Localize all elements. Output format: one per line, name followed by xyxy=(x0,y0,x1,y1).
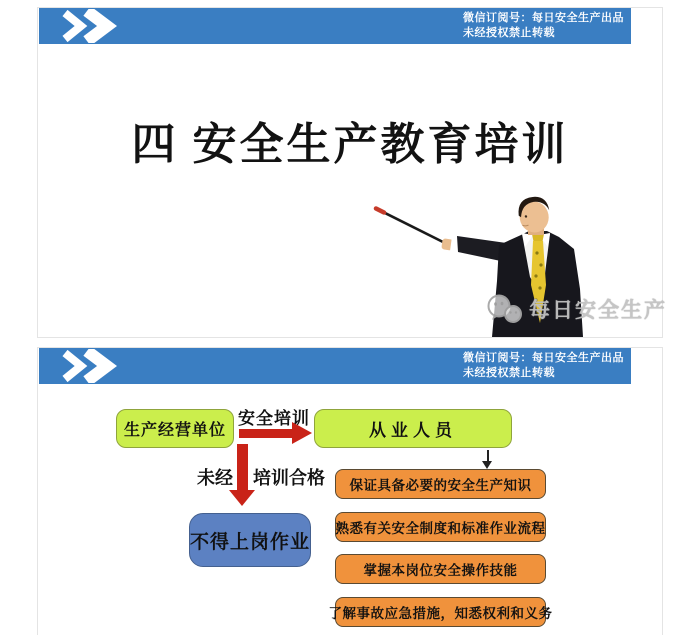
header-credit xyxy=(463,11,624,41)
connector-line xyxy=(487,450,489,461)
requirement-item: 掌握本岗位安全操作技能 xyxy=(335,554,546,584)
requirement-item: 了解事故应急措施，知悉权利和义务 xyxy=(335,597,546,627)
pointer-stick xyxy=(379,210,451,246)
presenter-head xyxy=(516,194,553,234)
pointer-tip xyxy=(376,209,384,213)
red-arrow-right xyxy=(239,429,292,438)
red-arrow-right-head xyxy=(292,422,312,444)
double-chevron-icon xyxy=(55,349,125,383)
connector-arrow-head xyxy=(482,461,492,469)
node-no-work-allowed: 不得上岗作业 xyxy=(189,513,311,567)
slide-flowchart xyxy=(37,347,663,635)
wechat-icon xyxy=(486,294,524,324)
header-credit-line2: 未经授权禁止转载 xyxy=(463,27,555,39)
requirement-item: 熟悉有关安全制度和标准作业流程 xyxy=(335,512,546,542)
slide-title xyxy=(37,7,667,338)
header-credit-line2: 未经授权禁止转载 xyxy=(463,367,555,379)
header-credit-line1: 微信订阅号：每日安全生产出品 xyxy=(463,352,624,364)
red-arrow-down xyxy=(237,444,248,490)
label-safety-training: 安全培训 xyxy=(238,409,310,428)
double-chevron-icon xyxy=(55,9,125,43)
requirement-item: 保证具备必要的安全生产知识 xyxy=(335,469,546,499)
slide-title-text: 四 安全生产教育培训 xyxy=(131,120,569,169)
header-credit xyxy=(463,351,624,381)
header-bar xyxy=(39,348,631,384)
node-production-unit: 生产经营单位 xyxy=(116,409,234,448)
label-training-passed: 培训合格 xyxy=(253,468,325,488)
header-credit-line1: 微信订阅号：每日安全生产出品 xyxy=(463,12,624,24)
watermark xyxy=(486,294,667,324)
watermark-text: 每日安全生产 xyxy=(529,298,667,322)
node-employees: 从业人员 xyxy=(314,409,512,448)
header-bar xyxy=(39,8,631,44)
label-without: 未经 xyxy=(197,468,233,488)
red-arrow-down-head xyxy=(229,490,255,506)
